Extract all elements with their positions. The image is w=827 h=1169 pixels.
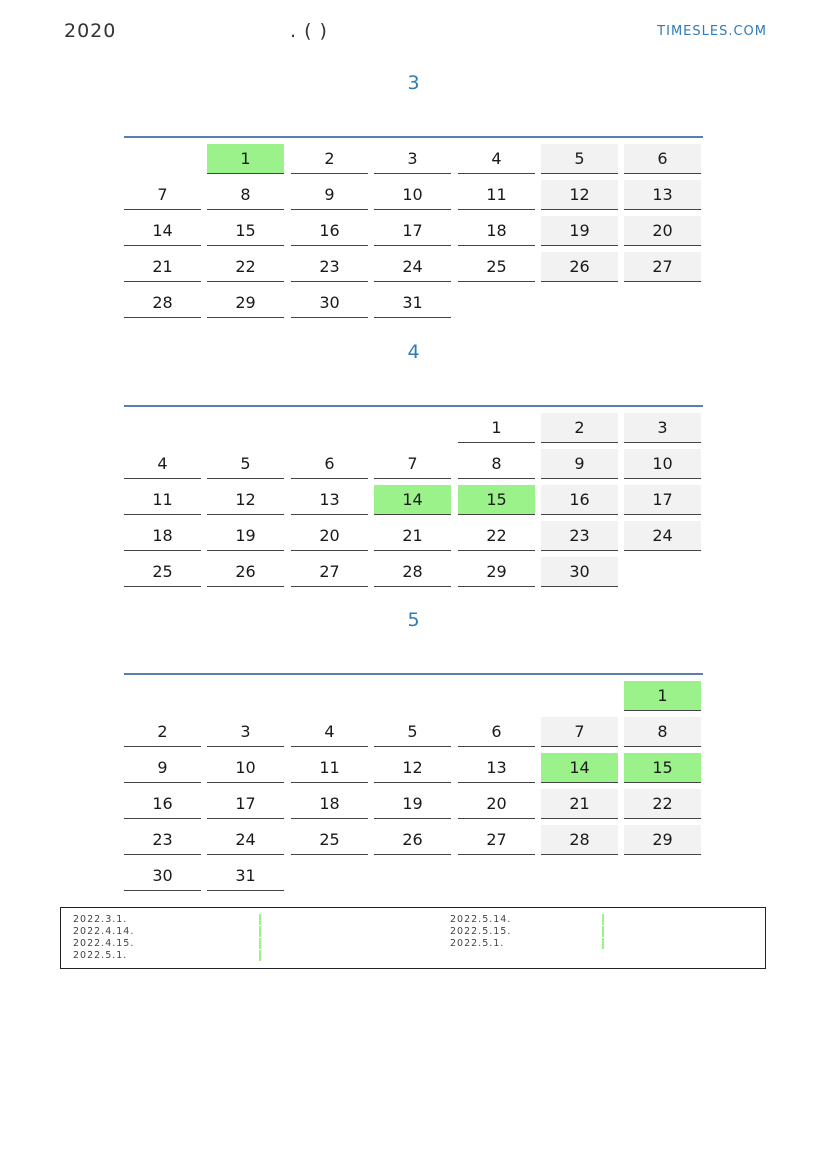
day-cell: 30 [291,288,368,318]
legend-item: 2022.5.1. [73,950,128,961]
day-cell: 24 [207,825,284,855]
day-cell: 3 [374,144,451,174]
day-cell: 8 [458,449,535,479]
year-title: 2020 [64,20,117,42]
month-title: 4 [407,341,420,363]
day-cell: 15 [207,216,284,246]
day-cell: 17 [624,485,701,515]
month-divider [124,136,703,138]
day-cell: 30 [124,861,201,891]
day-cell: 18 [458,216,535,246]
day-cell: 22 [458,521,535,551]
day-cell: 11 [458,180,535,210]
day-cell: 23 [291,252,368,282]
day-cell: 18 [291,789,368,819]
holiday-day-cell: 15 [624,753,701,783]
holiday-legend [60,907,766,969]
day-cell: 8 [207,180,284,210]
day-cell: 26 [374,825,451,855]
day-cell: 16 [541,485,618,515]
day-cell: 8 [624,717,701,747]
day-cell: 29 [458,557,535,587]
day-cell: 26 [541,252,618,282]
day-cell: 17 [207,789,284,819]
day-cell: 13 [624,180,701,210]
day-cell: 9 [541,449,618,479]
day-cell: 2 [124,717,201,747]
header-subtitle: . ( ) [290,20,328,42]
legend-holiday-marker [602,926,604,937]
legend-item: 2022.4.14. [73,926,135,937]
day-cell: 28 [374,557,451,587]
day-cell: 21 [541,789,618,819]
holiday-day-cell: 14 [374,485,451,515]
day-cell: 10 [207,753,284,783]
day-cell: 24 [624,521,701,551]
day-cell: 28 [541,825,618,855]
day-cell: 19 [374,789,451,819]
day-cell: 5 [541,144,618,174]
day-cell: 6 [291,449,368,479]
day-cell: 19 [541,216,618,246]
day-cell: 6 [624,144,701,174]
day-cell: 21 [124,252,201,282]
day-cell: 7 [374,449,451,479]
day-cell: 5 [207,449,284,479]
day-cell: 22 [207,252,284,282]
day-cell: 10 [624,449,701,479]
holiday-day-cell: 1 [207,144,284,174]
day-cell: 25 [458,252,535,282]
day-cell: 4 [291,717,368,747]
day-cell: 4 [458,144,535,174]
day-cell: 25 [291,825,368,855]
day-cell: 27 [624,252,701,282]
day-cell: 17 [374,216,451,246]
day-cell: 5 [374,717,451,747]
day-cell: 28 [124,288,201,318]
day-cell: 7 [541,717,618,747]
day-cell: 23 [541,521,618,551]
day-cell: 2 [291,144,368,174]
day-cell: 4 [124,449,201,479]
day-cell: 2 [541,413,618,443]
day-cell: 24 [374,252,451,282]
day-cell: 14 [124,216,201,246]
holiday-day-cell: 15 [458,485,535,515]
day-cell: 7 [124,180,201,210]
legend-holiday-marker [602,938,604,949]
day-cell: 20 [458,789,535,819]
legend-holiday-marker [259,938,261,949]
day-cell: 11 [124,485,201,515]
day-cell: 31 [374,288,451,318]
day-cell: 29 [624,825,701,855]
day-cell: 1 [458,413,535,443]
day-cell: 26 [207,557,284,587]
legend-holiday-marker [602,914,604,925]
legend-item: 2022.5.14. [450,914,512,925]
day-cell: 16 [291,216,368,246]
day-cell: 9 [291,180,368,210]
site-link[interactable]: TIMESLES.COM [657,24,767,39]
day-cell: 23 [124,825,201,855]
day-cell: 10 [374,180,451,210]
legend-item: 2022.5.1. [450,938,505,949]
day-cell: 3 [207,717,284,747]
day-cell: 29 [207,288,284,318]
day-cell: 12 [541,180,618,210]
month-divider [124,405,703,407]
day-cell: 18 [124,521,201,551]
day-cell: 11 [291,753,368,783]
day-cell: 31 [207,861,284,891]
month-divider [124,673,703,675]
day-cell: 27 [291,557,368,587]
day-cell: 20 [291,521,368,551]
day-cell: 12 [374,753,451,783]
day-cell: 30 [541,557,618,587]
day-cell: 20 [624,216,701,246]
day-cell: 27 [458,825,535,855]
day-cell: 9 [124,753,201,783]
day-cell: 13 [458,753,535,783]
day-cell: 13 [291,485,368,515]
day-cell: 16 [124,789,201,819]
day-cell: 12 [207,485,284,515]
day-cell: 22 [624,789,701,819]
legend-holiday-marker [259,950,261,961]
day-cell: 19 [207,521,284,551]
legend-holiday-marker [259,926,261,937]
day-cell: 3 [624,413,701,443]
legend-item: 2022.4.15. [73,938,135,949]
holiday-day-cell: 14 [541,753,618,783]
legend-holiday-marker [259,914,261,925]
month-title: 3 [407,72,420,94]
day-cell: 25 [124,557,201,587]
legend-item: 2022.3.1. [73,914,128,925]
month-title: 5 [407,609,420,631]
day-cell: 21 [374,521,451,551]
legend-item: 2022.5.15. [450,926,512,937]
holiday-day-cell: 1 [624,681,701,711]
day-cell: 6 [458,717,535,747]
